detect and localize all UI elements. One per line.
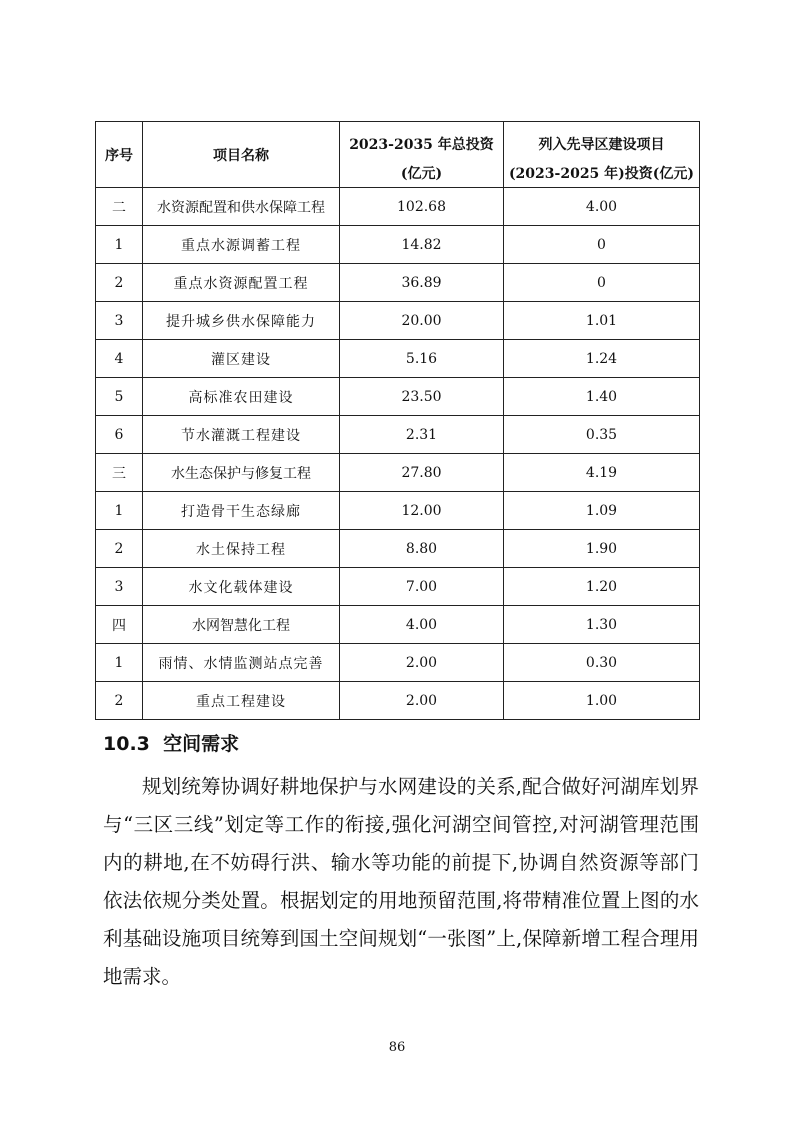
cell-no: 二 [96,188,143,226]
table-group-row [96,188,700,226]
cell-name: 水文化载体建设 [143,568,340,606]
table-row [96,340,700,378]
cell-pilot: 0 [504,226,700,264]
cell-name: 水土保持工程 [143,530,340,568]
header-pilot [504,122,700,188]
section-heading [103,729,239,756]
cell-total: 2.00 [340,644,504,682]
cell-pilot: 1.24 [504,340,700,378]
cell-pilot: 1.01 [504,302,700,340]
cell-name: 重点工程建设 [143,682,340,720]
header-name: 项目名称 [143,122,340,188]
cell-name: 灌区建设 [143,340,340,378]
table-row [96,530,700,568]
table-row [96,302,700,340]
table-row [96,644,700,682]
cell-total: 23.50 [340,378,504,416]
table-row [96,416,700,454]
table-row [96,568,700,606]
cell-total: 27.80 [340,454,504,492]
cell-total: 12.00 [340,492,504,530]
cell-pilot: 1.20 [504,568,700,606]
cell-no: 1 [96,644,143,682]
header-total-line2: (亿元) [400,165,443,182]
cell-total: 8.80 [340,530,504,568]
section-title: 空间需求 [163,733,240,755]
header-pilot-line1: 列入先导区建设项目 [538,136,665,153]
table-row [96,378,700,416]
cell-pilot: 4.19 [504,454,700,492]
cell-total: 102.68 [340,188,504,226]
cell-no: 4 [96,340,143,378]
cell-pilot: 1.00 [504,682,700,720]
cell-name: 高标准农田建设 [143,378,340,416]
cell-total: 14.82 [340,226,504,264]
header-pilot-line2: (2023-2025 年)投资(亿元) [508,165,695,182]
cell-total: 4.00 [340,606,504,644]
cell-no: 2 [96,682,143,720]
cell-no: 三 [96,454,143,492]
cell-name: 水网智慧化工程 [143,606,340,644]
cell-pilot: 0.35 [504,416,700,454]
cell-no: 3 [96,568,143,606]
header-no: 序号 [96,122,143,188]
cell-name: 提升城乡供水保障能力 [143,302,340,340]
cell-no: 3 [96,302,143,340]
table-body [96,188,700,720]
cell-no: 2 [96,530,143,568]
table-row [96,226,700,264]
cell-total: 5.16 [340,340,504,378]
page-number: 86 [388,1040,406,1055]
cell-name: 水生态保护与修复工程 [143,454,340,492]
cell-name: 节水灌溉工程建设 [143,416,340,454]
cell-name: 雨情、水情监测站点完善 [143,644,340,682]
cell-pilot: 0 [504,264,700,302]
cell-no: 5 [96,378,143,416]
cell-pilot: 4.00 [504,188,700,226]
cell-name: 重点水源调蓄工程 [143,226,340,264]
cell-total: 20.00 [340,302,504,340]
cell-pilot: 1.90 [504,530,700,568]
header-total-line1: 2023-2035 年总投资 [349,136,494,153]
cell-no: 四 [96,606,143,644]
cell-total: 2.00 [340,682,504,720]
header-total [340,122,504,188]
section-paragraph: 规划统筹协调好耕地保护与水网建设的关系,配合做好河湖库划界与“三区三线”划定等工作的衔接,强化河湖空间管控,对河湖管理范围内的耕地,在不妨碍行洪、输水等功能的前提下,协调自然资源等部门依法依规分类处置。根据划定的用地预留范围,将带精准位置上图的水利基础设施项目统筹到国土空间规划“一张图”上,保障新增工程合理用地需求。 [103,775,699,988]
section-number: 10.3 [103,733,150,755]
table-header-row [96,122,700,188]
table-group-row [96,454,700,492]
cell-no: 1 [96,226,143,264]
cell-no: 6 [96,416,143,454]
table-row [96,264,700,302]
cell-pilot: 1.09 [504,492,700,530]
cell-name: 水资源配置和供水保障工程 [143,188,340,226]
cell-pilot: 1.40 [504,378,700,416]
cell-name: 重点水资源配置工程 [143,264,340,302]
table-row [96,492,700,530]
cell-pilot: 0.30 [504,644,700,682]
investment-table [95,121,700,720]
cell-total: 2.31 [340,416,504,454]
table-group-row [96,606,700,644]
cell-total: 36.89 [340,264,504,302]
table-row [96,682,700,720]
cell-total: 7.00 [340,568,504,606]
cell-no: 1 [96,492,143,530]
cell-no: 2 [96,264,143,302]
cell-pilot: 1.30 [504,606,700,644]
cell-name: 打造骨干生态绿廊 [143,492,340,530]
